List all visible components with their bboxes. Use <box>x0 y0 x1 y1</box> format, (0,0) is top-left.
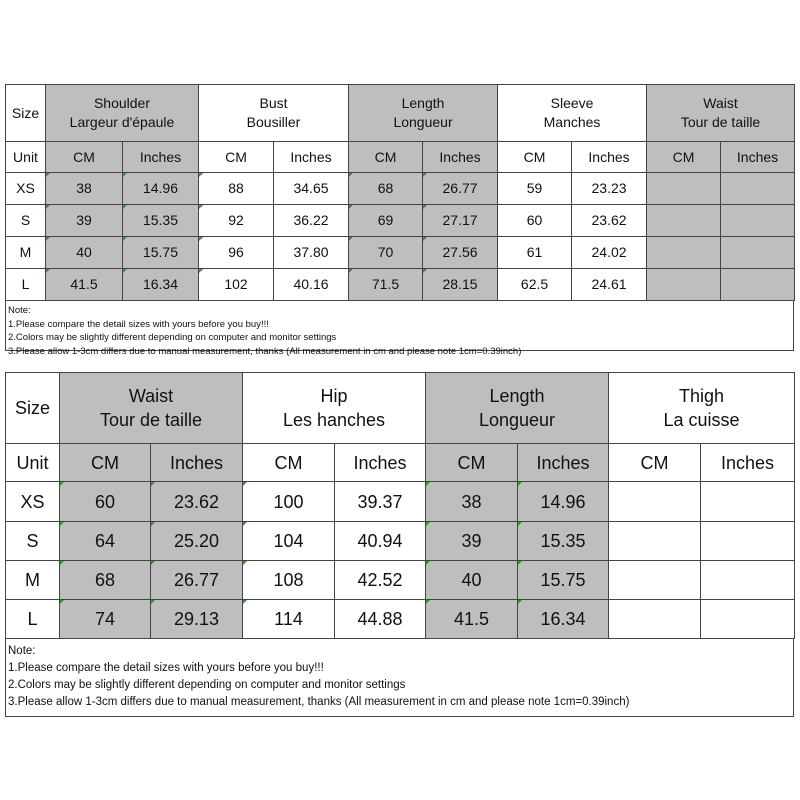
header-row <box>6 85 795 142</box>
value-cell: 60 <box>498 205 572 237</box>
value-cell: 38 <box>46 173 123 205</box>
value-cell: 114 <box>243 600 335 639</box>
value-cell: 104 <box>243 522 335 561</box>
table-row <box>6 237 795 269</box>
thigh-header <box>609 373 795 444</box>
value-cell: 69 <box>349 205 423 237</box>
value-cell: 92 <box>199 205 274 237</box>
table-row <box>6 600 795 639</box>
unit-cell: Inches <box>572 142 647 173</box>
value-cell <box>721 269 795 301</box>
value-cell <box>701 600 795 639</box>
value-cell: 40.94 <box>335 522 426 561</box>
value-cell: 23.23 <box>572 173 647 205</box>
value-cell: 71.5 <box>349 269 423 301</box>
value-cell: 68 <box>349 173 423 205</box>
unit-cell: CM <box>647 142 721 173</box>
group-title: Sleeve <box>550 95 594 111</box>
value-cell: 59 <box>498 173 572 205</box>
value-cell: 26.77 <box>151 561 243 600</box>
table-row <box>6 522 795 561</box>
hip-header <box>243 373 426 444</box>
value-cell <box>721 205 795 237</box>
value-cell: 27.56 <box>423 237 498 269</box>
group-subtitle: Longueur <box>393 114 453 130</box>
value-cell <box>647 205 721 237</box>
notes-box <box>5 301 794 357</box>
value-cell <box>647 173 721 205</box>
unit-cell: Inches <box>701 444 795 482</box>
value-cell: 28.15 <box>423 269 498 301</box>
value-cell: 108 <box>243 561 335 600</box>
value-cell <box>701 522 795 561</box>
value-cell: 14.96 <box>123 173 199 205</box>
value-cell <box>647 269 721 301</box>
value-cell: 34.65 <box>274 173 349 205</box>
unit-cell: Inches <box>123 142 199 173</box>
value-cell: 23.62 <box>151 482 243 522</box>
sleeve-header <box>498 85 647 142</box>
waist-header <box>60 373 243 444</box>
note-line: 2.Colors may be slightly different depending on computer and monitor settings <box>8 679 406 691</box>
value-cell: 88 <box>199 173 274 205</box>
note-line: 3.Please allow 1-3cm differs due to manual measurement, thanks (All measurement in cm and please note 1cm=0.39inch) <box>8 696 630 708</box>
group-subtitle: Tour de taille <box>680 114 761 130</box>
value-cell: 24.02 <box>572 237 647 269</box>
size-chart-bottoms <box>5 372 794 717</box>
value-cell: 41.5 <box>46 269 123 301</box>
unit-cell: Inches <box>335 444 426 482</box>
value-cell <box>701 482 795 522</box>
unit-header: Unit <box>6 142 46 173</box>
unit-cell: Inches <box>274 142 349 173</box>
size-cell: S <box>6 205 46 237</box>
length-header <box>426 373 609 444</box>
value-cell <box>609 600 701 639</box>
unit-cell: CM <box>349 142 423 173</box>
table-row <box>6 561 795 600</box>
size-table-tops <box>5 84 795 301</box>
unit-cell: CM <box>609 444 701 482</box>
value-cell: 15.35 <box>518 522 609 561</box>
unit-cell: CM <box>46 142 123 173</box>
size-header: Size <box>6 85 46 142</box>
value-cell: 64 <box>60 522 151 561</box>
value-cell: 39 <box>426 522 518 561</box>
group-subtitle: Bousiller <box>246 114 301 130</box>
value-cell: 15.75 <box>518 561 609 600</box>
value-cell: 70 <box>349 237 423 269</box>
table-row <box>6 269 795 301</box>
unit-header: Unit <box>6 444 60 482</box>
unit-cell: Inches <box>518 444 609 482</box>
value-cell: 39.37 <box>335 482 426 522</box>
size-header: Size <box>6 373 60 444</box>
group-subtitle: La cuisse <box>663 410 740 430</box>
table-row <box>6 173 795 205</box>
group-title: Waist <box>128 386 174 406</box>
unit-cell: Inches <box>151 444 243 482</box>
value-cell: 44.88 <box>335 600 426 639</box>
value-cell <box>701 561 795 600</box>
unit-cell: Inches <box>423 142 498 173</box>
group-title: Hip <box>320 386 348 406</box>
value-cell: 42.52 <box>335 561 426 600</box>
value-cell: 29.13 <box>151 600 243 639</box>
value-cell: 37.80 <box>274 237 349 269</box>
unit-cell: CM <box>498 142 572 173</box>
shoulder-header <box>46 85 199 142</box>
value-cell: 26.77 <box>423 173 498 205</box>
value-cell: 60 <box>60 482 151 522</box>
waist-header <box>647 85 795 142</box>
size-cell: L <box>6 600 60 639</box>
unit-row <box>6 142 795 173</box>
unit-cell: CM <box>426 444 518 482</box>
value-cell: 62.5 <box>498 269 572 301</box>
table-row <box>6 482 795 522</box>
header-row <box>6 373 795 444</box>
value-cell: 74 <box>60 600 151 639</box>
value-cell <box>609 522 701 561</box>
value-cell: 36.22 <box>274 205 349 237</box>
size-cell: S <box>6 522 60 561</box>
size-table-bottoms <box>5 372 795 639</box>
unit-cell: CM <box>60 444 151 482</box>
notes-box <box>5 639 794 717</box>
note-line: 1.Please compare the detail sizes with yours before you buy!!! <box>8 318 269 330</box>
unit-row <box>6 444 795 482</box>
value-cell: 15.35 <box>123 205 199 237</box>
note-heading: Note: <box>8 645 36 657</box>
group-title: Length <box>401 95 445 111</box>
value-cell: 23.62 <box>572 205 647 237</box>
value-cell: 38 <box>426 482 518 522</box>
group-title: Thigh <box>679 386 725 406</box>
value-cell <box>721 237 795 269</box>
value-cell: 68 <box>60 561 151 600</box>
size-chart-tops <box>5 84 794 357</box>
size-cell: XS <box>6 482 60 522</box>
value-cell: 61 <box>498 237 572 269</box>
size-cell: M <box>6 561 60 600</box>
group-subtitle: Les hanches <box>282 410 386 430</box>
group-subtitle: Tour de taille <box>99 410 203 430</box>
value-cell: 40 <box>426 561 518 600</box>
value-cell <box>609 482 701 522</box>
value-cell: 40 <box>46 237 123 269</box>
value-cell: 24.61 <box>572 269 647 301</box>
group-title: Bust <box>259 95 288 111</box>
unit-cell: CM <box>199 142 274 173</box>
note-heading: Note: <box>8 305 31 316</box>
value-cell: 40.16 <box>274 269 349 301</box>
note-line: 2.Colors may be slightly different depending on computer and monitor settings <box>8 332 337 343</box>
value-cell: 16.34 <box>123 269 199 301</box>
length-header <box>349 85 498 142</box>
value-cell: 16.34 <box>518 600 609 639</box>
value-cell: 39 <box>46 205 123 237</box>
group-subtitle: Largeur d'épaule <box>69 114 175 130</box>
value-cell: 96 <box>199 237 274 269</box>
group-title: Length <box>489 386 545 406</box>
value-cell: 102 <box>199 269 274 301</box>
table-row <box>6 205 795 237</box>
group-title: Shoulder <box>93 95 151 111</box>
value-cell: 41.5 <box>426 600 518 639</box>
value-cell: 15.75 <box>123 237 199 269</box>
size-cell: XS <box>6 173 46 205</box>
note-line: 1.Please compare the detail sizes with yours before you buy!!! <box>8 662 324 674</box>
value-cell: 14.96 <box>518 482 609 522</box>
value-cell <box>647 237 721 269</box>
size-cell: L <box>6 269 46 301</box>
group-title: Waist <box>703 95 738 111</box>
value-cell: 25.20 <box>151 522 243 561</box>
value-cell: 100 <box>243 482 335 522</box>
value-cell: 27.17 <box>423 205 498 237</box>
bust-header <box>199 85 349 142</box>
value-cell <box>609 561 701 600</box>
note-line: 3.Please allow 1-3cm differs due to manual measurement, thanks (All measurement in cm and please note 1cm=0.39inch) <box>8 345 522 357</box>
group-subtitle: Longueur <box>478 410 556 430</box>
unit-cell: Inches <box>721 142 795 173</box>
group-subtitle: Manches <box>543 114 601 130</box>
unit-cell: CM <box>243 444 335 482</box>
size-cell: M <box>6 237 46 269</box>
value-cell <box>721 173 795 205</box>
